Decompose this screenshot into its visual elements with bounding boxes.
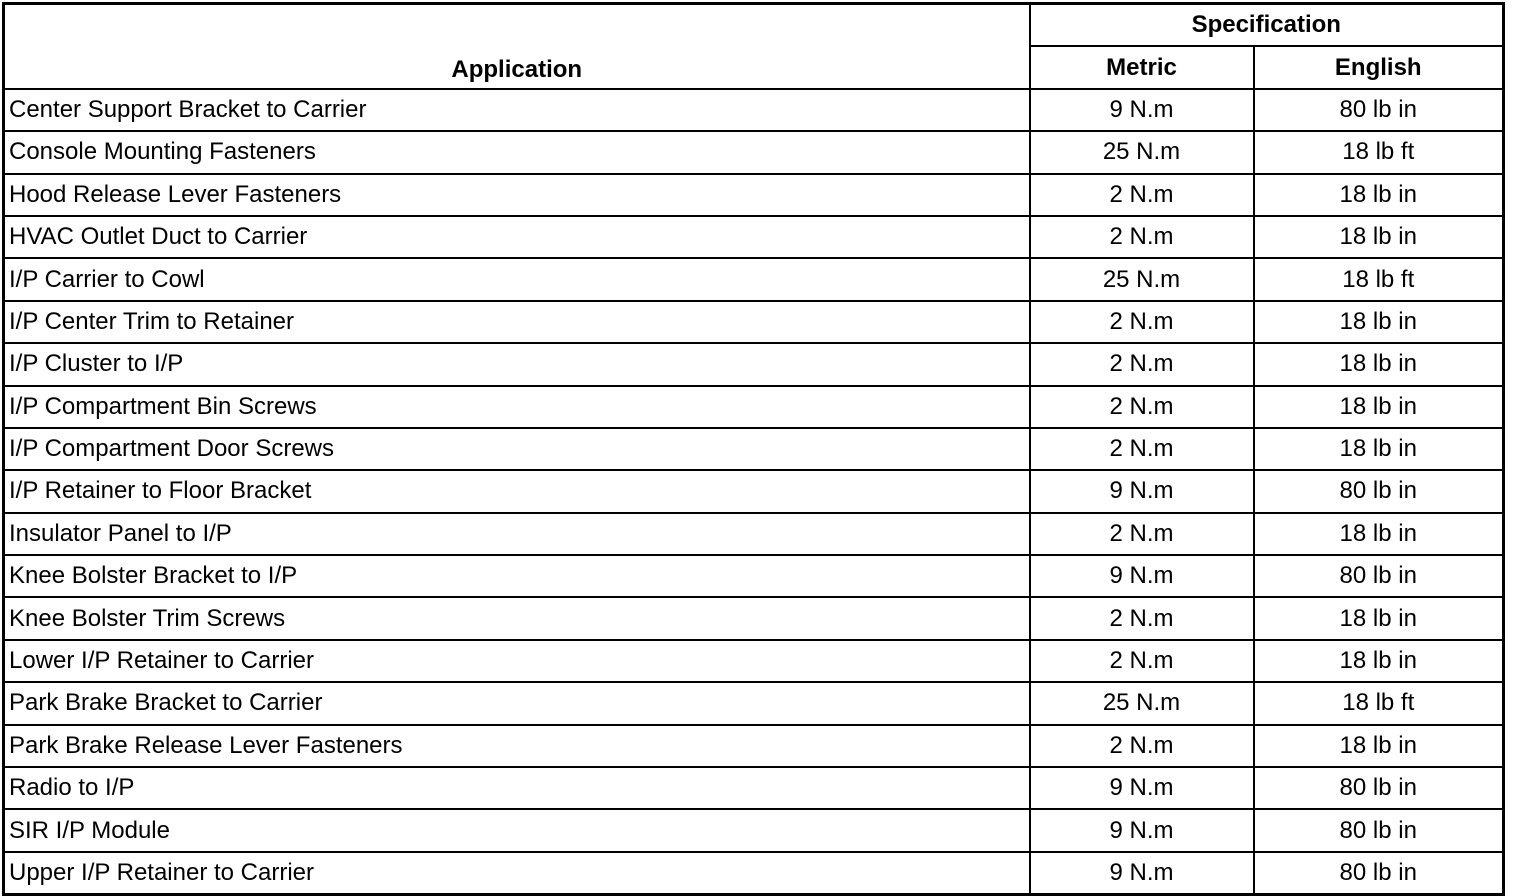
english-cell: 80 lb in — [1254, 767, 1504, 809]
english-cell: 18 lb in — [1254, 725, 1504, 767]
application-cell: Upper I/P Retainer to Carrier — [4, 852, 1030, 895]
application-cell: I/P Cluster to I/P — [4, 343, 1030, 385]
table-row — [4, 174, 1504, 216]
header-row-top — [4, 4, 1504, 47]
english-cell: 18 lb in — [1254, 174, 1504, 216]
metric-cell: 2 N.m — [1030, 513, 1254, 555]
metric-column-header: Metric — [1030, 46, 1254, 88]
application-cell: Console Mounting Fasteners — [4, 131, 1030, 173]
english-cell: 18 lb in — [1254, 597, 1504, 639]
table-row — [4, 852, 1504, 895]
metric-cell: 9 N.m — [1030, 852, 1254, 895]
application-cell: I/P Compartment Door Screws — [4, 428, 1030, 470]
table-row — [4, 131, 1504, 173]
english-cell: 80 lb in — [1254, 470, 1504, 512]
english-cell: 80 lb in — [1254, 852, 1504, 895]
table-row — [4, 89, 1504, 131]
specification-group-header: Specification — [1030, 4, 1504, 47]
metric-cell: 9 N.m — [1030, 555, 1254, 597]
table-row — [4, 386, 1504, 428]
table-row — [4, 343, 1504, 385]
table-row — [4, 216, 1504, 258]
application-cell: I/P Retainer to Floor Bracket — [4, 470, 1030, 512]
metric-cell: 2 N.m — [1030, 301, 1254, 343]
metric-cell: 2 N.m — [1030, 428, 1254, 470]
application-cell: Knee Bolster Bracket to I/P — [4, 555, 1030, 597]
metric-cell: 9 N.m — [1030, 470, 1254, 512]
metric-cell: 9 N.m — [1030, 89, 1254, 131]
english-cell: 18 lb in — [1254, 301, 1504, 343]
metric-cell: 25 N.m — [1030, 258, 1254, 300]
english-cell: 18 lb in — [1254, 428, 1504, 470]
english-cell: 80 lb in — [1254, 809, 1504, 851]
english-cell: 18 lb ft — [1254, 682, 1504, 724]
application-cell: SIR I/P Module — [4, 809, 1030, 851]
table-row — [4, 258, 1504, 300]
metric-cell: 2 N.m — [1030, 640, 1254, 682]
metric-cell: 9 N.m — [1030, 767, 1254, 809]
table-row — [4, 513, 1504, 555]
english-cell: 18 lb in — [1254, 343, 1504, 385]
application-cell: I/P Compartment Bin Screws — [4, 386, 1030, 428]
application-column-header: Application — [4, 4, 1030, 89]
metric-cell: 2 N.m — [1030, 597, 1254, 639]
metric-cell: 2 N.m — [1030, 174, 1254, 216]
table-row — [4, 682, 1504, 724]
table-row — [4, 809, 1504, 851]
metric-cell: 25 N.m — [1030, 682, 1254, 724]
application-cell: Insulator Panel to I/P — [4, 513, 1030, 555]
metric-cell: 2 N.m — [1030, 343, 1254, 385]
table-row — [4, 597, 1504, 639]
table-row — [4, 725, 1504, 767]
table-body — [4, 89, 1504, 895]
application-cell: I/P Carrier to Cowl — [4, 258, 1030, 300]
application-cell: Radio to I/P — [4, 767, 1030, 809]
metric-cell: 9 N.m — [1030, 809, 1254, 851]
table-row — [4, 555, 1504, 597]
application-cell: Knee Bolster Trim Screws — [4, 597, 1030, 639]
table-row — [4, 301, 1504, 343]
application-cell: Park Brake Release Lever Fasteners — [4, 725, 1030, 767]
application-cell: HVAC Outlet Duct to Carrier — [4, 216, 1030, 258]
application-cell: Hood Release Lever Fasteners — [4, 174, 1030, 216]
english-cell: 80 lb in — [1254, 89, 1504, 131]
english-cell: 80 lb in — [1254, 555, 1504, 597]
metric-cell: 2 N.m — [1030, 386, 1254, 428]
english-cell: 18 lb in — [1254, 640, 1504, 682]
table-header — [4, 4, 1504, 89]
table-row — [4, 470, 1504, 512]
fastener-torque-spec-table — [2, 2, 1505, 896]
metric-cell: 25 N.m — [1030, 131, 1254, 173]
english-column-header: English — [1254, 46, 1504, 88]
application-cell: Lower I/P Retainer to Carrier — [4, 640, 1030, 682]
application-cell: Park Brake Bracket to Carrier — [4, 682, 1030, 724]
english-cell: 18 lb in — [1254, 513, 1504, 555]
english-cell: 18 lb in — [1254, 386, 1504, 428]
table-row — [4, 428, 1504, 470]
metric-cell: 2 N.m — [1030, 725, 1254, 767]
table-row — [4, 640, 1504, 682]
english-cell: 18 lb ft — [1254, 258, 1504, 300]
english-cell: 18 lb in — [1254, 216, 1504, 258]
application-cell: Center Support Bracket to Carrier — [4, 89, 1030, 131]
table-row — [4, 767, 1504, 809]
english-cell: 18 lb ft — [1254, 131, 1504, 173]
metric-cell: 2 N.m — [1030, 216, 1254, 258]
application-cell: I/P Center Trim to Retainer — [4, 301, 1030, 343]
